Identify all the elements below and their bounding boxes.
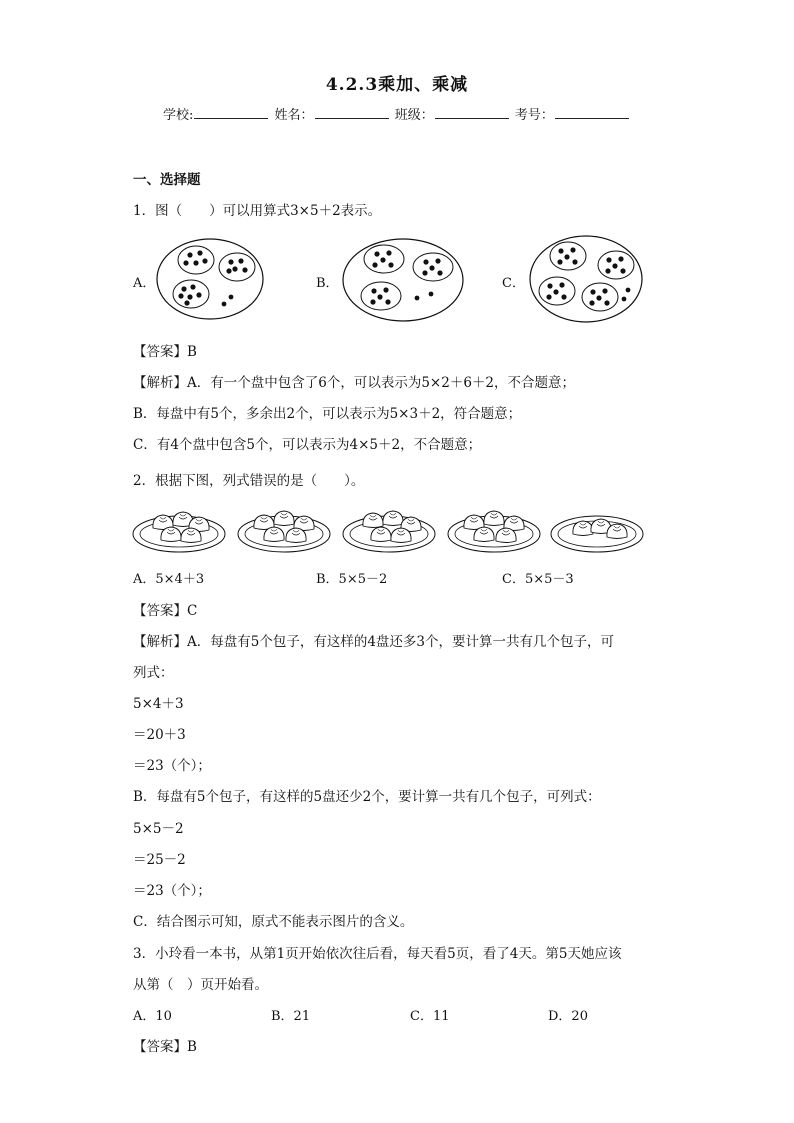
q1-analysis-line: C．有4个盘中包含5个，可以表示为4×5＋2，不合题意； [133, 437, 482, 453]
q3-stem-line: 3．小玲看一本书，从第1页开始依次往后看，每天看5页，看了4天。第5天她应该 [133, 946, 622, 962]
class-blank[interactable] [435, 106, 509, 119]
q2-analysis-line: 【解析】A．每盘有5个包子，有这样的4盘还多3个，要计算一共有几个包子，可 [133, 634, 615, 650]
q1-analysis-line: 【解析】A．有一个盘中包含了6个，可以表示为5×2＋6＋2，不合题意； [133, 375, 576, 391]
q1-option-a-label: A． [133, 276, 156, 291]
q1-analysis-line: B．每盘中有5个，多余出2个，可以表示为5×3＋2，符合题意； [133, 406, 522, 422]
q2-analysis-line: B．每盘有5个包子，有这样的5盘还少2个，要计算一共有几个包子，可列式： [133, 789, 601, 805]
section-title: 一、选择题 [133, 172, 201, 188]
q2-analysis-line: C．结合图示可知，原式不能表示图片的含义。 [133, 914, 414, 930]
q3-option-c: C．11 [410, 1009, 450, 1024]
q1-option-b-label: B． [316, 276, 339, 291]
bun-plates-figure [133, 500, 643, 558]
q2-analysis-line: ＝23（个）； [133, 883, 211, 899]
name-label: 姓名： [274, 108, 314, 123]
school-label: 学校: [163, 108, 194, 123]
school-blank[interactable] [194, 106, 268, 119]
q2-analysis-line: 5×5－2 [133, 821, 184, 837]
q3-option-b: B．21 [271, 1009, 311, 1024]
q2-analysis-line: ＝23（个）； [133, 758, 211, 774]
q3-stem-line: 从第（ ）页开始看。 [133, 977, 268, 993]
exam-number-blank[interactable] [555, 106, 629, 119]
q3-option-a: A．10 [133, 1009, 172, 1024]
name-blank[interactable] [315, 106, 389, 119]
q2-analysis-line: 列式： [133, 665, 174, 681]
exam-number-label: 考号： [514, 108, 554, 123]
q2-answer: 【答案】C [133, 603, 198, 619]
q2-option-b: B．5×5－2 [316, 572, 388, 587]
q2-stem: 2．根据下图，列式错误的是（ ）。 [133, 473, 365, 489]
q1-answer: 【答案】B [133, 344, 197, 360]
q2-analysis-line: ＝25－2 [133, 852, 186, 868]
q1-stem: 1．图（ ）可以用算式3×5＋2表示。 [133, 203, 382, 219]
q2-option-c: C．5×5－3 [502, 572, 574, 587]
q1-option-c-label: C． [502, 276, 525, 291]
q1-option-b-figure [341, 237, 465, 324]
q3-option-d: D．20 [548, 1009, 588, 1024]
q3-answer: 【答案】B [133, 1039, 197, 1055]
q2-analysis-line: 5×4＋3 [133, 696, 184, 712]
page-title: 4.2.3乘加、乘减 [325, 75, 469, 95]
student-info-fields [163, 104, 631, 123]
q1-option-a-figure [155, 237, 265, 321]
class-label: 班级： [394, 108, 434, 123]
q1-option-c-figure [528, 235, 644, 324]
q2-option-a: A．5×4＋3 [133, 572, 205, 587]
q2-analysis-line: ＝20＋3 [133, 727, 186, 743]
